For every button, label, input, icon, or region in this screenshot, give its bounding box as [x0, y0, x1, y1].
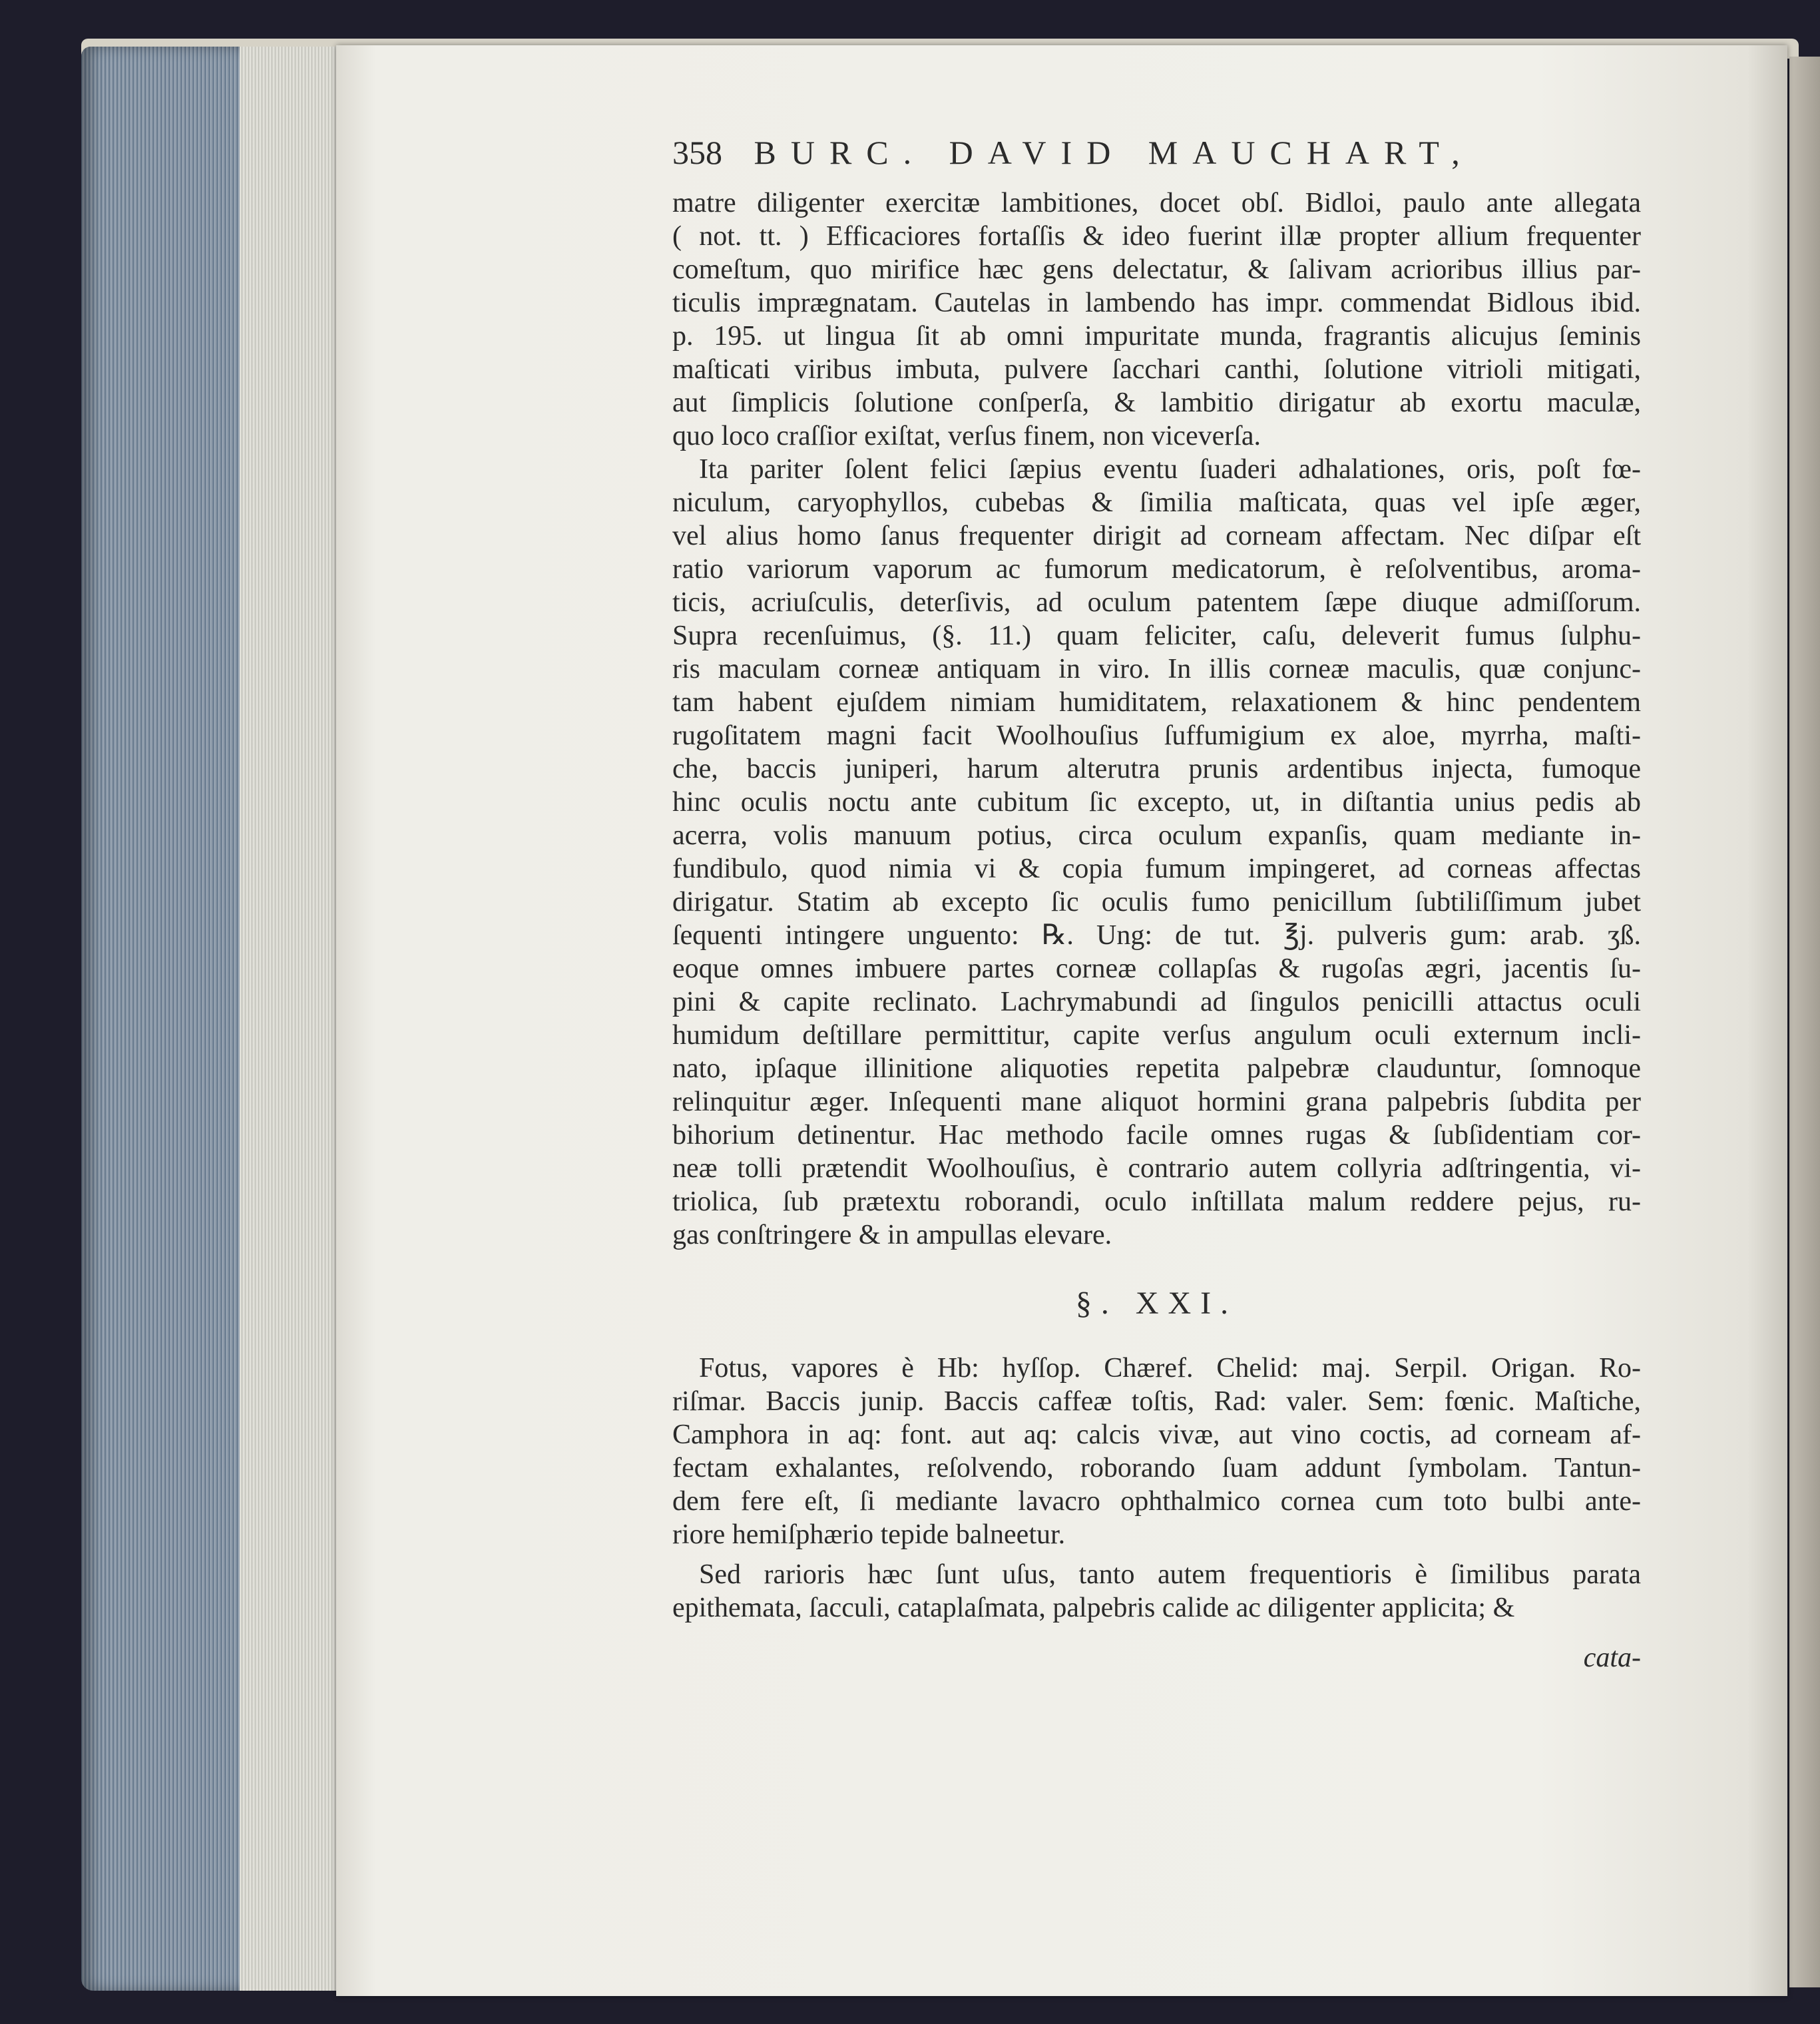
- page-number: 358: [672, 134, 722, 171]
- text-line: maſticati viribus imbuta, pulvere ſacchari canthi, ſolutione vitrioli mitigati,: [672, 354, 1641, 385]
- text-line: dem fere eſt, ſi mediante lavacro ophthalmico cornea cum toto bulbi ante-: [672, 1486, 1641, 1517]
- text-line: ticulis impr​ægnatam. Cautelas in lambendo has impr. commendat Bidlous ibid.: [672, 288, 1641, 318]
- text-line: bihorium detinentur. Hac methodo facile omnes rugas & ſubſidentiam cor-: [672, 1120, 1641, 1150]
- facing-page-edge: [1789, 57, 1820, 1987]
- text-line: Sed rarioris hæc ſunt uſus, tanto autem frequentioris è ſimilibus parata: [699, 1559, 1641, 1590]
- text-line: acerra, volis manuum potius, circa oculum expanſis, quam mediante in-: [672, 820, 1641, 851]
- text-line: rugoſitatem magni facit Woolhouſius ſuffumigium ex aloe, myrrha, maſti-: [672, 720, 1641, 751]
- paragraph-continued: [672, 186, 1641, 453]
- text-line: Ita pariter ſolent felici ſæpius eventu ſuaderi adhalationes, oris, poſt fœ-: [699, 454, 1641, 485]
- text-line: vel alius homo ſanus frequenter dirigit ad corneam affectam. Nec diſpar eſt: [672, 521, 1641, 551]
- text-line: fundibulo, quod nimia vi & copia fumum impingeret, ad corneas affectas: [672, 854, 1641, 884]
- text-line: pini & capite reclinato. Lachrymabundi ad ſingulos penicilli attactus oculi: [672, 987, 1641, 1017]
- text-line: ris maculam corneæ antiquam in viro. In illis corneæ maculis, quæ conjunc-: [672, 654, 1641, 684]
- paragraph-adhalationes: [672, 453, 1641, 1252]
- text-line: Fotus, vapores è Hb: hyſſop. Chæref. Chelid: maj. Serpil. Origan. Ro-: [699, 1353, 1641, 1384]
- text-line: riſmar. Baccis junip. Baccis caffeæ toſtis, Rad: valer. Sem: fœnic. Maſtiche,: [672, 1386, 1641, 1417]
- text-line: relinquitur æger. Inſequenti mane aliquot hormini grana palpebris ſubdita per: [672, 1087, 1641, 1117]
- running-header: [672, 133, 1538, 172]
- text-line: tam habent ejuſdem nimiam humiditatem, relaxationem & hinc pendentem: [672, 687, 1641, 718]
- text-line: dirigatur. Statim ab excepto ſic oculis fumo penicillum ſubtiliſſimum jubet: [672, 887, 1641, 917]
- page-edges-inner: [240, 47, 340, 1991]
- text-line: humidum deſtillare permittitur, capite verſus angulum oculi externum incli-: [672, 1020, 1641, 1051]
- running-title: BURC. DAVID MAUCHART,: [754, 134, 1475, 171]
- text-line: quo loco craſſior exiſtat, verſus finem, non viceverſa.: [672, 421, 1261, 451]
- text-line: ſequenti intingere unguento: ℞. Ung: de tut. ℥j. pulveris gum: arab. ʒß.: [672, 920, 1641, 951]
- text-line: fectam exhalantes, reſolvendo, roborando ſuam addunt ſymbolam. Tantun-: [672, 1453, 1641, 1483]
- text-line: ratio variorum vaporum ac fumorum medicatorum, è reſolventibus, aroma-: [672, 554, 1641, 585]
- text-line: niculum, caryophyllos, cubebas & ſimilia maſticata, quas vel ipſe æger,: [672, 487, 1641, 518]
- text-line: ( not. tt. ) Efficaciores fortaſſis & ideo fuerint illæ propter allium frequenter: [672, 221, 1641, 252]
- text-line: eoque omnes imbuere partes corneæ collapſas & rugoſas ægri, jacentis ſu-: [672, 953, 1641, 984]
- text-line: che, baccis juniperi, harum alterutra prunis ardentibus injecta, fumoque: [672, 754, 1641, 784]
- paragraph-epithemata: [672, 1558, 1641, 1625]
- text-line: comeſtum, quo mirifice hæc gens delectatur, & ſalivam acrioribus illius par-: [672, 254, 1641, 285]
- text-line: epithemata, ſacculi, cataplaſmata, palpebris calide ac diligenter applicita; &: [672, 1593, 1515, 1623]
- text-line: matre diligenter exercitæ lambitiones, docet obſ. Bidloi, paulo ante allegata: [672, 188, 1641, 218]
- text-line: riore hemiſphærio tepide balneetur.: [672, 1519, 1066, 1550]
- catchword: cata-: [1583, 1643, 1641, 1673]
- text-line: gas conſtringere & in ampullas elevare.: [672, 1220, 1112, 1250]
- text-line: aut ſimplicis ſolutione conſperſa, & lambitio dirigatur ab exortu maculæ,: [672, 387, 1641, 418]
- text-line: Camphora in aq: font. aut aq: calcis vivæ, aut vino coctis, ad corneam af-: [672, 1419, 1641, 1450]
- text-line: Supra recenſuimus, (§. 11.) quam feliciter, caſu, deleverit fumus ſulphu-: [672, 621, 1641, 651]
- section-heading: §. XXI.: [1075, 1286, 1238, 1321]
- text-line: nato, ipſaque illinitione aliquoties repetita palpebræ clauduntur, ſomnoque: [672, 1053, 1641, 1084]
- text-line: triolica, ſub prætextu roborandi, oculo inſtillata malum reddere pejus, ru-: [672, 1186, 1641, 1217]
- text-line: hinc oculis noctu ante cubitum ſic excepto, ut, in diſtantia unius pedis ab: [672, 787, 1641, 818]
- text-line: neæ tolli prætendit Woolhouſius, è contrario autem collyria adſtringentia, vi-: [672, 1153, 1641, 1184]
- paragraph-fotus: [672, 1352, 1641, 1551]
- text-line: ticis, acriuſculis, deterſivis, ad oculum patentem ſæpe diuque admiſſorum.: [672, 587, 1641, 618]
- text-line: p. 195. ut lingua ſit ab omni impuritate munda, fragrantis alicujus ſeminis: [672, 321, 1641, 352]
